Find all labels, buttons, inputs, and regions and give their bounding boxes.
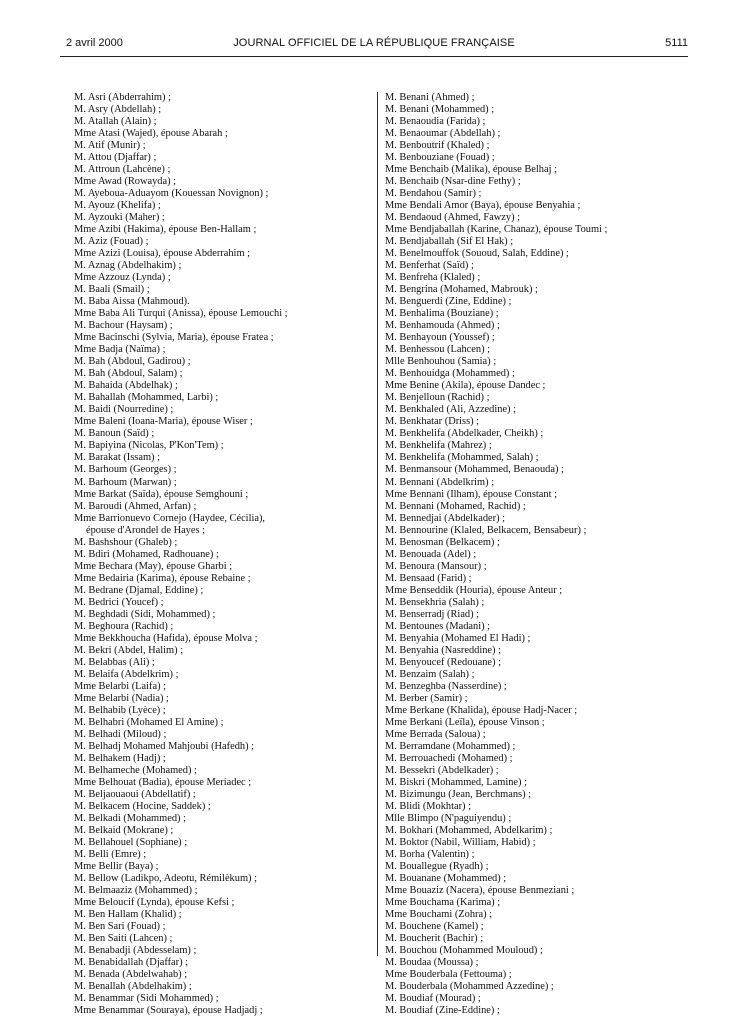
name-entry: M. Bendahou (Samir) ; xyxy=(385,188,482,200)
name-entry: M. Benhamouda (Ahmed) ; xyxy=(385,320,500,332)
name-entry: Mme Bouchami (Zohra) ; xyxy=(385,909,493,921)
name-entry: Mme Bellir (Baya) ; xyxy=(74,861,159,872)
name-entry: M. Barakat (Issam) ; xyxy=(74,452,160,464)
name-entry: M. Bensaad (Farid) ; xyxy=(385,572,472,584)
name-entry: M. Belhabib (Lyèce) ; xyxy=(74,704,166,716)
name-entry: M. Benyahia (Nasreddine) ; xyxy=(385,644,501,656)
name-entry: M. Benzeghba (Nasserdine) ; xyxy=(385,680,507,692)
name-entry: Mme Berrada (Saloua) ; xyxy=(385,728,486,740)
name-entry: M. Bessekri (Abdelkader) ; xyxy=(385,764,499,776)
name-entry: M. Benoura (Mansour) ; xyxy=(385,560,487,572)
name-entry: M. Benzaim (Salah) ; xyxy=(385,668,475,680)
name-entry: M. Bouanane (Mohammed) ; xyxy=(385,873,507,885)
name-entry: M. Belhabri (Mohamed El Amine) ; xyxy=(74,716,224,728)
name-entry: M. Benkhelifa (Mohammed, Salah) ; xyxy=(385,452,539,464)
name-entry: M. Bouchene (Kamel) ; xyxy=(385,921,484,933)
name-entry: Mme Atasi (Wajed), épouse Abarah ; xyxy=(74,128,228,140)
name-entry: M. Beghoura (Rachid) ; xyxy=(74,620,174,632)
name-entry: M. Bekri (Abdel, Halim) ; xyxy=(74,644,184,656)
header-date: 2 avril 2000 xyxy=(66,37,123,49)
name-entry: M. Ben Saiti (Lahcen) ; xyxy=(74,933,173,945)
name-entry: M. Asry (Abdellah) ; xyxy=(74,104,162,116)
name-entry: M. Atallah (Alain) ; xyxy=(74,116,157,128)
name-entry: M. Bashshour (Ghaleb) ; xyxy=(74,536,178,548)
name-entry: M. Boktor (Nabil, William, Habid) ; xyxy=(385,836,536,848)
name-entry: M. Benelmouffok (Sououd, Salah, Eddine) ; xyxy=(385,248,569,260)
name-entry: M. Bensekhria (Salah) ; xyxy=(385,596,485,608)
name-entry: Mme Azibi (Hakima), épouse Ben-Hallam ; xyxy=(74,224,257,236)
name-entry: Mme Azzouz (Lynda) ; xyxy=(74,272,171,284)
name-entry: M. Boudiaf (Mourad) ; xyxy=(385,993,481,1005)
name-entry: M. Benyoucef (Redouane) ; xyxy=(385,656,501,668)
name-entry: M. Baali (Smail) ; xyxy=(74,284,150,296)
name-entry: Mme Bendali Amor (Baya), épouse Benyahia ; xyxy=(385,200,581,212)
name-entry: Mme Beloucif (Lynda), épouse Kefsi ; xyxy=(74,897,235,909)
name-entry: M. Benchaib (Nsar-dine Fethy) ; xyxy=(385,176,521,188)
name-entry: M. Bouallegue (Ryadh) ; xyxy=(385,861,489,872)
name-entry: M. Benkhaled (Ali, Azzedine) ; xyxy=(385,404,516,416)
column-divider xyxy=(377,92,378,956)
name-entry: M. Belkadi (Mohammed) ; xyxy=(74,812,186,824)
name-entry: M. Benjelloun (Rachid) ; xyxy=(385,392,490,404)
name-entry: M. Bennani (Abdelkrim) ; xyxy=(385,476,495,488)
name-entry: Mme Barkat (Saïda), épouse Semghouni ; xyxy=(74,488,249,500)
name-entry: M. Baba Aissa (Mahmoud). xyxy=(74,296,190,308)
name-entry: M. Benhessou (Lahcen) ; xyxy=(385,344,491,356)
name-entry: M. Benabadji (Abdesselam) ; xyxy=(74,945,197,957)
name-entry: M. Benhalima (Bouziane) ; xyxy=(385,308,499,320)
name-entry: M. Benferhat (Saïd) ; xyxy=(385,260,474,272)
name-entry: M. Bahaida (Abdelhak) ; xyxy=(74,380,178,392)
name-entry: M. Bennani (Mohamed, Rachid) ; xyxy=(385,500,526,512)
name-entry: M. Bahallah (Mohammed, Larbi) ; xyxy=(74,392,219,404)
name-entry: Mme Berkane (Khalida), épouse Hadj-Nacer ; xyxy=(385,704,578,716)
name-entry: Mme Bechara (May), épouse Gharbi ; xyxy=(74,560,233,572)
name-entry: Mme Bekkhoucha (Hafida), épouse Molva ; xyxy=(74,632,258,644)
name-entry: M. Bokhari (Mohammed, Abdelkarim) ; xyxy=(385,824,553,836)
name-entry: M. Bedrane (Djamal, Eddine) ; xyxy=(74,584,204,596)
name-entry: M. Belhakem (Hadj) ; xyxy=(74,752,166,764)
name-entry: M. Aznag (Abdelhakim) ; xyxy=(74,260,182,272)
name-entry: M. Bdiri (Mohamed, Radhouane) ; xyxy=(74,548,219,560)
name-entry: M. Boudaa (Moussa) ; xyxy=(385,957,479,969)
name-entry: M. Belhadj Mohamed Mahjoubi (Hafedh) ; xyxy=(74,740,255,752)
name-entry: Mme Baba Ali Turqui (Anissa), épouse Lemouchi ; xyxy=(74,308,288,320)
name-entry: M. Berber (Samir) ; xyxy=(385,692,468,704)
name-entry: M. Benammar (Sidi Mohammed) ; xyxy=(74,993,219,1005)
name-entry: M. Benabidallah (Djaffar) ; xyxy=(74,957,189,969)
name-entry: Mme Baleni (Ioana-Maria), épouse Wiser ; xyxy=(74,416,253,428)
name-entry: M. Borha (Valentin) ; xyxy=(385,848,475,860)
name-entry: Mme Belhouat (Badia), épouse Meriadec ; xyxy=(74,776,252,788)
name-entry: Mme Bouaziz (Nacera), épouse Benmeziani ; xyxy=(385,885,575,897)
name-entry: Mme Bendjaballah (Karine, Chanaz), épouse Toumi ; xyxy=(385,224,608,236)
name-entry: Mme Benammar (Souraya), épouse Hadjadj ; xyxy=(74,1005,263,1017)
journal-title: JOURNAL OFFICIEL DE LA RÉPUBLIQUE FRANÇAISE xyxy=(233,37,515,49)
name-entry: M. Bentounes (Madani) ; xyxy=(385,620,491,632)
name-entry: M. Belkaid (Mokrane) ; xyxy=(74,824,174,836)
name-entry: M. Benmansour (Mohammed, Benaouda) ; xyxy=(385,464,564,476)
name-entry: M. Atif (Munir) ; xyxy=(74,140,146,152)
name-entry: M. Bah (Abdoul, Gadirou) ; xyxy=(74,356,191,368)
name-entry: M. Belabbas (Ali) ; xyxy=(74,656,155,668)
name-entry: M. Aziz (Fouad) ; xyxy=(74,236,149,248)
name-entry: M. Belli (Emre) ; xyxy=(74,848,147,860)
name-entry: M. Bizimungu (Jean, Berchmans) ; xyxy=(385,788,532,800)
name-entry: Mme Belarbi (Nadia) ; xyxy=(74,692,169,704)
name-entry: M. Ayzouki (Maher) ; xyxy=(74,212,165,224)
name-entry: M. Barhoum (Marwan) ; xyxy=(74,476,177,488)
name-entry: Mme Belarbi (Laifa) ; xyxy=(74,680,167,692)
name-entry: M. Benaoumar (Abdellah) ; xyxy=(385,128,501,140)
name-entry: M. Boucherit (Bachir) ; xyxy=(385,933,484,945)
name-entry: M. Blidi (Mokhtar) ; xyxy=(385,800,472,812)
name-entry: M. Bendaoud (Ahmed, Fawzy) ; xyxy=(385,212,521,224)
name-entry: Mme Bacinschi (Sylvia, Maria), épouse Fratea ; xyxy=(74,332,274,344)
name-entry: M. Benaoudia (Farida) ; xyxy=(385,116,486,128)
name-entry: M. Boudiaf (Zine-Eddine) ; xyxy=(385,1005,500,1017)
name-entry: M. Benouada (Adel) ; xyxy=(385,548,477,560)
name-entry: Mme Benchaib (Malika), épouse Belhaj ; xyxy=(385,164,557,176)
name-entry: M. Berrouachedi (Mohamed) ; xyxy=(385,752,513,764)
name-entry: M. Bouchou (Mohammed Mouloud) ; xyxy=(385,945,543,957)
name-entry: M. Benboutrif (Khaled) ; xyxy=(385,140,490,152)
name-entry: M. Bengrina (Mohamed, Mabrouk) ; xyxy=(385,284,538,296)
name-entry: M. Bouderbala (Mohammed Azzedine) ; xyxy=(385,981,554,993)
name-entry: M. Benhayoun (Youssef) ; xyxy=(385,332,495,344)
name-entry: M. Ayeboua-Aduayom (Kouessan Novignon) ; xyxy=(74,188,269,200)
name-entry: M. Belkacem (Hocine, Saddek) ; xyxy=(74,800,211,812)
name-entry: M. Benosman (Belkacem) ; xyxy=(385,536,500,548)
right-column xyxy=(385,92,685,1017)
name-entry: M. Benani (Mohammed) ; xyxy=(385,104,495,116)
name-entry: Mme Azizi (Louisa), épouse Abderrahim ; xyxy=(74,248,251,260)
name-entry: Mme Awad (Rowayda) ; xyxy=(74,176,177,188)
name-entry: M. Banoun (Saïd) ; xyxy=(74,428,155,440)
name-entry: M. Belaifa (Abdelkrim) ; xyxy=(74,668,179,680)
name-entry: M. Bendjaballah (Sif El Hak) ; xyxy=(385,236,514,248)
name-entry: M. Benallah (Abdelhakim) ; xyxy=(74,981,192,993)
name-entry: Mme Benine (Akila), épouse Dandec ; xyxy=(385,380,546,392)
name-entry: M. Beljaouaoui (Abdellatif) ; xyxy=(74,788,196,800)
name-entry: Mlle Blimpo (N'paguiyendu) ; xyxy=(385,812,512,824)
name-entry: M. Bedrici (Youcef) ; xyxy=(74,596,164,608)
name-entry: M. Attou (Djaffar) ; xyxy=(74,152,157,164)
name-entry: Mlle Benhouhou (Samia) ; xyxy=(385,356,497,368)
name-entry: Mme Berkani (Leïla), épouse Vinson ; xyxy=(385,716,545,728)
name-entry: M. Bellahouel (Sophiane) ; xyxy=(74,836,188,848)
name-entry: M. Berramdane (Mohammed) ; xyxy=(385,740,516,752)
name-entry: M. Bennourine (Klaled, Belkacem, Bensabeur) ; xyxy=(385,524,587,536)
name-entry: Mme Barrionuevo Cornejo (Haydee, Cécilia), xyxy=(74,512,266,524)
name-entry: Mme Bennani (Ilham), épouse Constant ; xyxy=(385,488,557,500)
name-entry: M. Benani (Ahmed) ; xyxy=(385,92,475,103)
name-entry: M. Benkhatar (Driss) ; xyxy=(385,416,480,428)
name-entry: M. Belhameche (Mohamed) ; xyxy=(74,764,197,776)
name-entry: Mme Bouchama (Karima) ; xyxy=(385,897,501,909)
name-entry: M. Bellow (Ladikpo, Adeotu, Rémilèkum) ; xyxy=(74,873,257,885)
name-entry: M. Biskri (Mohammed, Lamine) ; xyxy=(385,776,527,788)
name-entry: M. Belhadi (Miloud) ; xyxy=(74,728,167,740)
name-entry: épouse d'Arondel de Hayes ; xyxy=(86,524,206,536)
name-entry: M. Bennedjai (Abdelkader) ; xyxy=(385,512,506,524)
name-entry: Mme Benseddik (Houria), épouse Anteur ; xyxy=(385,584,563,596)
name-entry: M. Bachour (Haysam) ; xyxy=(74,320,173,332)
name-entry: M. Beghdadi (Sidi, Mohammed) ; xyxy=(74,608,216,620)
left-column xyxy=(74,92,369,1017)
name-entry: M. Ayouz (Khelifa) ; xyxy=(74,200,161,212)
name-entry: Mme Badja (Naïma) ; xyxy=(74,344,166,356)
name-entry: M. Benfreha (Klaled) ; xyxy=(385,272,481,284)
name-entry: M. Ben Sari (Fouad) ; xyxy=(74,921,166,933)
name-entry: M. Benkhelifa (Abdelkader, Cheikh) ; xyxy=(385,428,544,440)
name-entry: M. Benkhelifa (Mahrez) ; xyxy=(385,440,492,452)
name-entry: M. Bah (Abdoul, Salam) ; xyxy=(74,368,183,380)
name-entry: M. Baidi (Nourredine) ; xyxy=(74,404,174,416)
name-entry: M. Benhouidga (Mohammed) ; xyxy=(385,368,515,380)
name-entry: M. Benguerdi (Zine, Eddine) ; xyxy=(385,296,512,308)
name-entry: M. Baroudi (Ahmed, Arfan) ; xyxy=(74,500,197,512)
header-rule xyxy=(60,56,688,57)
name-entry: Mme Bedairia (Karima), épouse Rebaine ; xyxy=(74,572,251,584)
name-entry: M. Benada (Abdelwahab) ; xyxy=(74,969,188,981)
name-entry: M. Benyahia (Mohamed El Hadi) ; xyxy=(385,632,531,644)
name-entry: M. Belmaaziz (Mohammed) ; xyxy=(74,885,198,897)
name-entry: M. Ben Hallam (Khalid) ; xyxy=(74,909,182,921)
name-entry: M. Benserradj (Riad) ; xyxy=(385,608,480,620)
name-entry: M. Bapiyina (Nicolas, P'Kon'Tem) ; xyxy=(74,440,224,452)
name-entry: M. Benbouziane (Fouad) ; xyxy=(385,152,495,164)
page-header xyxy=(60,35,688,51)
name-entry: M. Asri (Abderrahim) ; xyxy=(74,92,171,103)
page-number: 5111 xyxy=(665,37,688,49)
name-entry: M. Barhoum (Georges) ; xyxy=(74,464,177,476)
name-entry: Mme Bouderbala (Fettouma) ; xyxy=(385,969,512,981)
name-entry: M. Attroun (Lahcène) ; xyxy=(74,164,171,176)
